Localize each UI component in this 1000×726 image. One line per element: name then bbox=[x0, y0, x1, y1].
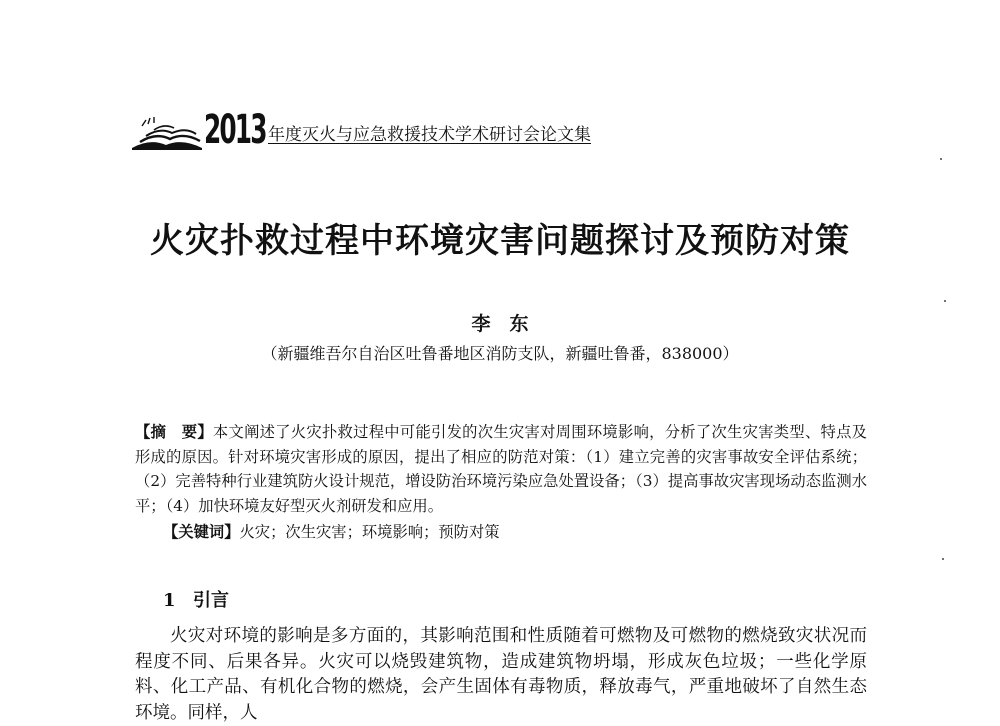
running-header bbox=[130, 107, 610, 154]
abstract-text: 本文阐述了火灾扑救过程中可能引发的次生灾害对周围环境影响，分析了次生灾害类型、特点及形成的原因。针对环境灾害形成的原因，提出了相应的防范对策：（1）建立完善的灾害事故安全评估系统；（2）完善特种行业建筑防火设计规范，增设防治环境污染应急处置设备；（3）提高事故灾害现场动态监测水平；（4）加快环境友好型灭火剂研发和应用。 bbox=[135, 423, 867, 515]
keywords-label: 【关键词】 bbox=[163, 523, 240, 541]
scan-speck bbox=[940, 158, 942, 160]
series-title: 年度灭火与应急救援技术学术研讨会论文集 bbox=[268, 125, 591, 145]
section-number: 1 bbox=[163, 590, 176, 611]
keywords bbox=[163, 520, 863, 544]
scan-speck bbox=[944, 300, 946, 302]
section-title: 引言 bbox=[193, 590, 229, 611]
author-affiliation: （新疆维吾尔自治区吐鲁番地区消防支队，新疆吐鲁番，838000） bbox=[261, 344, 739, 363]
keywords-text: 火灾；次生灾害；环境影响；预防对策 bbox=[239, 523, 500, 541]
abstract bbox=[135, 420, 867, 518]
paper-title: 火灾扑救过程中环境灾害问题探讨及预防对策 bbox=[150, 221, 850, 261]
author-name: 李 东 bbox=[471, 313, 529, 335]
abstract-label: 【摘 要】 bbox=[135, 423, 213, 441]
book-and-waves-logo bbox=[130, 112, 204, 152]
header-year: 2013 bbox=[204, 107, 266, 153]
section-heading bbox=[163, 588, 229, 614]
body-paragraph: 火灾对环境的影响是多方面的，其影响范围和性质随着可燃物及可燃物的燃烧致灾状况而程度不同、后果各异。火灾可以烧毁建筑物，造成建筑物坍塌，形成灰色垃圾；一些化学原料、化工产品、有机化合物的燃烧，会产生固体有毒物质，释放毒气，严重地破坏了自然生态环境。同样，人 bbox=[135, 626, 867, 723]
scan-speck bbox=[942, 558, 944, 560]
